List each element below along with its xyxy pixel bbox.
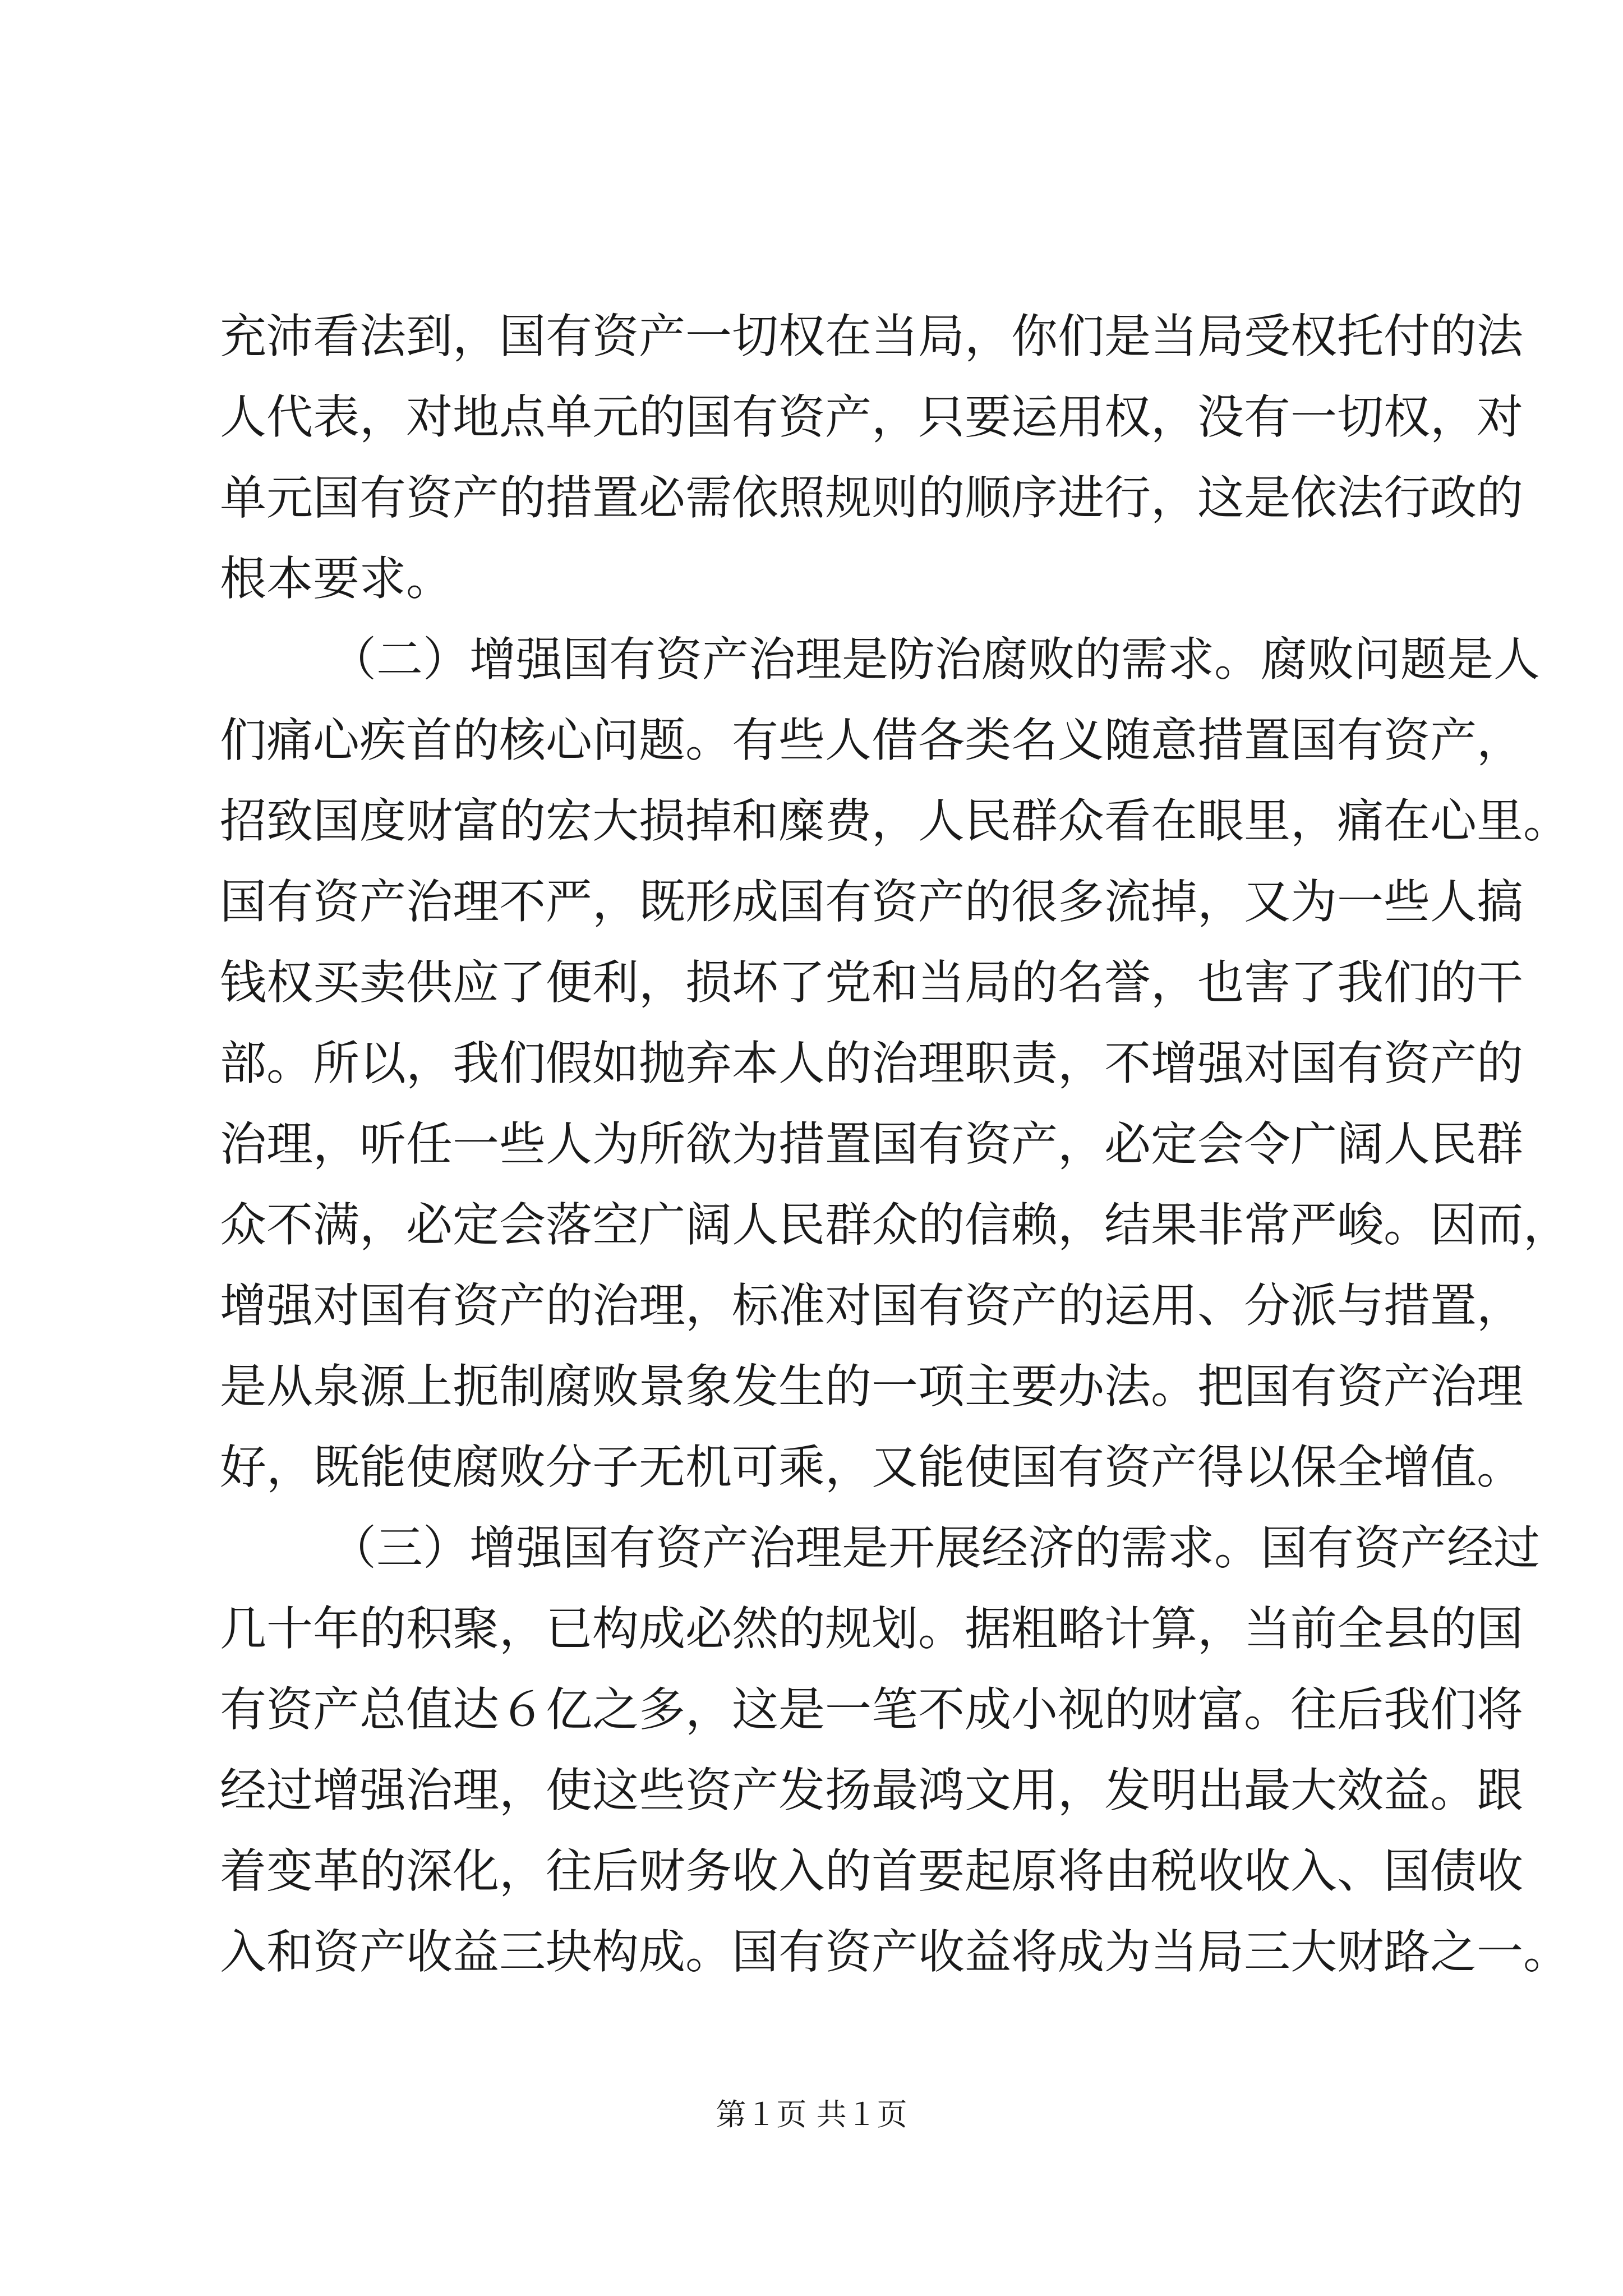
- paragraph-first-line: （三）增强国有资产治理是开展经济的需求。国有资产经过: [330, 1521, 1540, 1575]
- document-body: [220, 296, 1570, 1993]
- text-line: 们痛心疾首的核心问题。有些人借各类名义随意措置国有资产，: [220, 713, 1523, 767]
- text-line: 几十年的积聚，已构成必然的规划。据粗略计算，当前全县的国: [220, 1602, 1523, 1656]
- text-line: 经过增强治理，使这些资产发扬最鸿文用，发明出最大效益。跟: [220, 1763, 1523, 1818]
- paragraph-first-line: （二）增强国有资产治理是防治腐败的需求。腐败问题是人: [330, 632, 1540, 687]
- text-line: 着变革的深化，往后财务收入的首要起原将由税收收入、国债收: [220, 1844, 1523, 1898]
- text-line: 好，既能使腐败分子无机可乘，又能使国有资产得以保全增值。: [220, 1440, 1523, 1494]
- text-line: 根本要求。: [220, 551, 453, 606]
- text-line: 部。所以，我们假如抛弃本人的治理职责，不增强对国有资产的: [220, 1036, 1523, 1091]
- text-line: 招致国度财富的宏大损掉和糜费，人民群众看在眼里，痛在心里。: [220, 794, 1570, 848]
- text-line: 国有资产治理不严，既形成国有资产的很多流掉，又为一些人搞: [220, 875, 1523, 929]
- text-line: 是从泉源上扼制腐败景象发生的一项主要办法。把国有资产治理: [220, 1359, 1523, 1414]
- text-line: 有资产总值达６亿之多，这是一笔不成小视的财富。往后我们将: [220, 1682, 1523, 1737]
- text-line: 众不满，必定会落空广阔人民群众的信赖，结果非常严峻。因而，: [220, 1198, 1570, 1252]
- text-line: 人代表，对地点单元的国有资产，只要运用权，没有一切权，对: [220, 390, 1523, 444]
- text-line: 增强对国有资产的治理，标准对国有资产的运用、分派与措置，: [220, 1278, 1523, 1333]
- text-line: 充沛看法到，国有资产一切权在当局，你们是当局受权托付的法: [220, 309, 1523, 364]
- page-number-footer: 第１页 共１页: [716, 2097, 907, 2132]
- text-line: 入和资产收益三块构成。国有资产收益将成为当局三大财路之一。: [220, 1925, 1570, 1979]
- text-line: 钱权买卖供应了便利，损坏了党和当局的名誉，也害了我们的干: [220, 955, 1523, 1010]
- text-line: 单元国有资产的措置必需依照规则的顺序进行，这是依法行政的: [220, 471, 1523, 525]
- text-line: 治理，听任一些人为所欲为措置国有资产，必定会令广阔人民群: [220, 1117, 1523, 1171]
